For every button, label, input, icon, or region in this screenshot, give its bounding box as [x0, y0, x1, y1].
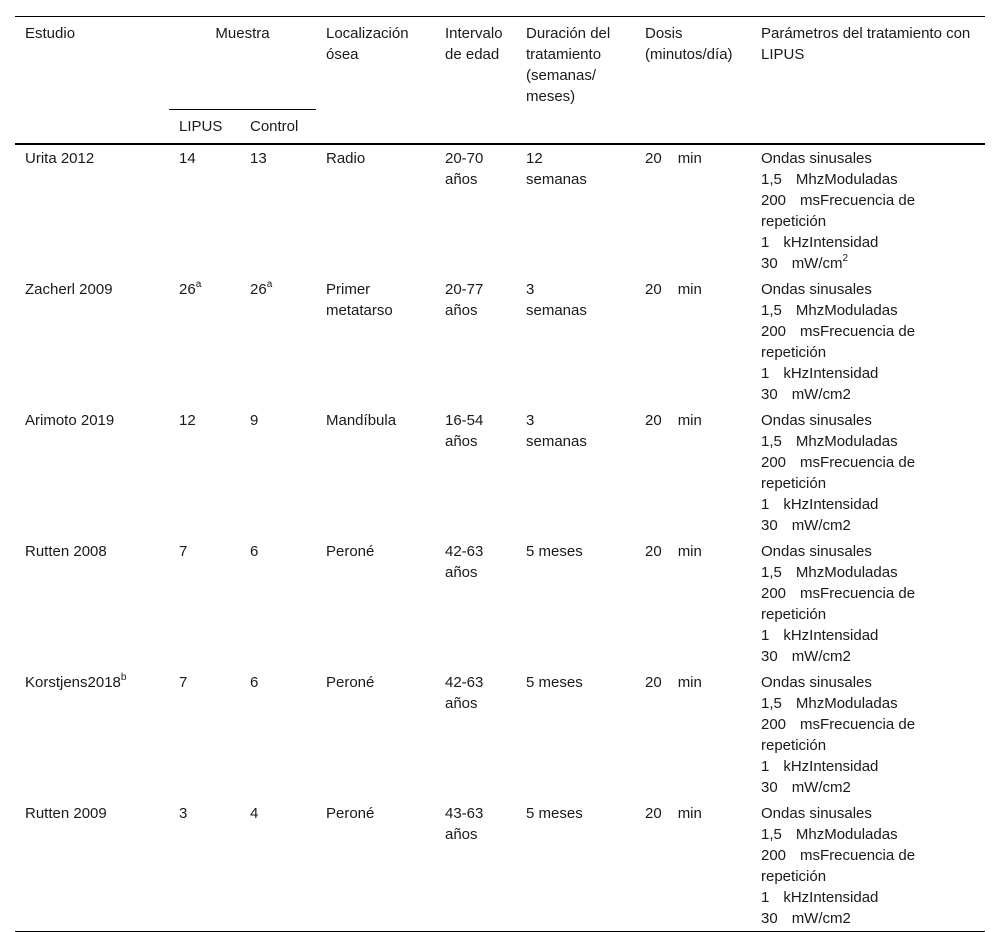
field-param5-txt: kHzIntensidad [783, 365, 879, 382]
field-param2-txt: MhzModuladas [795, 302, 898, 319]
field-param4: repetición [761, 737, 827, 754]
field-estudio: Arimoto 2019 [25, 412, 115, 429]
field-param3-num: 200 [761, 716, 787, 733]
field-edad-range: 42-63 [445, 674, 484, 691]
field-duracion-unit: semanas [526, 171, 587, 188]
cell-duracion [516, 669, 635, 800]
field-localizacion: Peroné [326, 674, 375, 691]
field-param4: repetición [761, 606, 827, 623]
field-dosis-unit: min [677, 412, 702, 429]
cell-control [240, 669, 316, 800]
cell-control [240, 407, 316, 538]
field-control: 4 [250, 805, 259, 822]
cell-lipus [169, 407, 240, 538]
field-param5-txt: kHzIntensidad [783, 234, 879, 251]
field-dosis-unit: min [677, 805, 702, 822]
cell-estudio [15, 144, 169, 276]
field-param2-txt: MhzModuladas [795, 695, 898, 712]
field-dosis-unit: min [677, 543, 702, 560]
field-estudio-sup: b [120, 672, 127, 683]
field-localizacion: Mandíbula [326, 412, 397, 429]
table-row [15, 669, 985, 800]
table-row [15, 800, 985, 932]
field-edad-range: 42-63 [445, 543, 484, 560]
field-param3-txt: msFrecuencia de [800, 847, 916, 864]
cell-estudio [15, 538, 169, 669]
field-param2-num: 1,5 [761, 302, 782, 319]
cell-control [240, 538, 316, 669]
field-param3-txt: msFrecuencia de [800, 192, 916, 209]
cell-lipus [169, 276, 240, 407]
field-edad-unit: años [445, 564, 478, 581]
field-param4: repetición [761, 868, 827, 885]
field-edad-unit: años [445, 695, 478, 712]
cell-localizacion [316, 276, 435, 407]
field-control: 6 [250, 674, 259, 691]
field-control-sup: a [266, 279, 273, 290]
field-control: 13 [250, 150, 267, 167]
field-control: 26 [250, 281, 267, 298]
field-param3-num: 200 [761, 192, 787, 209]
field-param1: Ondas sinusales [761, 805, 872, 822]
cell-localizacion [316, 669, 435, 800]
field-param1: Ondas sinusales [761, 674, 872, 691]
header-duracion: Duración del tratamiento (semanas/ meses) [526, 25, 611, 105]
field-param3-num: 200 [761, 585, 787, 602]
field-edad-unit: años [445, 433, 478, 450]
field-duracion-num: 3 [526, 281, 535, 298]
cell-edad [435, 144, 516, 276]
field-param4: repetición [761, 475, 827, 492]
field-param4: repetición [761, 344, 827, 361]
field-param6-txt: mW/cm2 [791, 386, 851, 403]
field-lipus: 26 [179, 281, 196, 298]
field-param5-num: 1 [761, 496, 770, 513]
cell-estudio [15, 800, 169, 932]
cell-control [240, 276, 316, 407]
cell-parametros [751, 800, 985, 932]
cell-dosis [635, 669, 751, 800]
field-param1: Ondas sinusales [761, 281, 872, 298]
field-duracion-num: 5 meses [526, 674, 583, 691]
field-param3-num: 200 [761, 454, 787, 471]
cell-edad [435, 276, 516, 407]
field-param5-txt: kHzIntensidad [783, 758, 879, 775]
field-param2-num: 1,5 [761, 695, 782, 712]
cell-edad [435, 407, 516, 538]
field-param6-num: 30 [761, 648, 778, 665]
field-param5-num: 1 [761, 889, 770, 906]
field-dosis-num: 20 [645, 412, 662, 429]
field-lipus: 14 [179, 150, 196, 167]
field-param2-txt: MhzModuladas [795, 564, 898, 581]
cell-dosis [635, 800, 751, 932]
cell-edad [435, 669, 516, 800]
field-duracion-num: 3 [526, 412, 535, 429]
field-control: 6 [250, 543, 259, 560]
table-row [15, 538, 985, 669]
field-param5-num: 1 [761, 234, 770, 251]
field-localizacion: Primer metatarso [326, 281, 393, 319]
header-parametros: Parámetros del tratamiento con LIPUS [761, 25, 971, 63]
cell-duracion [516, 800, 635, 932]
cell-localizacion [316, 144, 435, 276]
field-edad-unit: años [445, 826, 478, 843]
table-body [15, 144, 985, 932]
cell-localizacion [316, 800, 435, 932]
field-dosis-num: 20 [645, 674, 662, 691]
field-dosis-num: 20 [645, 281, 662, 298]
cell-parametros [751, 669, 985, 800]
cell-parametros [751, 407, 985, 538]
field-param3-txt: msFrecuencia de [800, 585, 916, 602]
field-edad-range: 20-77 [445, 281, 484, 298]
header-intervalo: Intervalo de edad [445, 25, 503, 63]
cell-parametros [751, 144, 985, 276]
cell-edad [435, 538, 516, 669]
header-dosis: Dosis (minutos/día) [645, 25, 733, 63]
field-dosis-num: 20 [645, 150, 662, 167]
field-param6-sup: 2 [842, 253, 849, 264]
field-param2-num: 1,5 [761, 171, 782, 188]
cell-estudio [15, 669, 169, 800]
field-param6-txt: mW/cm2 [791, 517, 851, 534]
field-duracion-num: 5 meses [526, 543, 583, 560]
field-param6-txt: mW/cm2 [791, 779, 851, 796]
field-param4: repetición [761, 213, 827, 230]
field-estudio: Rutten 2009 [25, 805, 107, 822]
field-lipus: 12 [179, 412, 196, 429]
field-param6-num: 30 [761, 386, 778, 403]
cell-localizacion [316, 538, 435, 669]
field-param2-txt: MhzModuladas [795, 171, 898, 188]
header-estudio: Estudio [25, 25, 76, 42]
field-param1: Ondas sinusales [761, 543, 872, 560]
cell-parametros [751, 276, 985, 407]
field-param6-num: 30 [761, 910, 778, 927]
cell-control [240, 800, 316, 932]
field-param2-txt: MhzModuladas [795, 826, 898, 843]
field-duracion-unit: semanas [526, 302, 587, 319]
field-param5-num: 1 [761, 627, 770, 644]
field-param2-num: 1,5 [761, 564, 782, 581]
field-param3-txt: msFrecuencia de [800, 716, 916, 733]
field-param6-num: 30 [761, 779, 778, 796]
field-edad-unit: años [445, 171, 478, 188]
field-param5-num: 1 [761, 365, 770, 382]
field-estudio: Zacherl 2009 [25, 281, 113, 298]
field-edad-range: 20-70 [445, 150, 484, 167]
cell-dosis [635, 276, 751, 407]
field-param5-num: 1 [761, 758, 770, 775]
cell-control [240, 144, 316, 276]
field-param2-num: 1,5 [761, 433, 782, 450]
field-param6-txt: mW/cm2 [791, 648, 851, 665]
field-duracion-unit: semanas [526, 433, 587, 450]
field-dosis-num: 20 [645, 543, 662, 560]
field-dosis-unit: min [677, 281, 702, 298]
cell-duracion [516, 276, 635, 407]
field-lipus: 7 [179, 543, 188, 560]
field-param3-num: 200 [761, 847, 787, 864]
cell-dosis [635, 144, 751, 276]
table-row [15, 276, 985, 407]
lipus-studies-table [15, 16, 985, 932]
cell-localizacion [316, 407, 435, 538]
field-control: 9 [250, 412, 259, 429]
cell-duracion [516, 407, 635, 538]
cell-duracion [516, 144, 635, 276]
field-estudio: Urita 2012 [25, 150, 95, 167]
field-localizacion: Peroné [326, 543, 375, 560]
cell-lipus [169, 800, 240, 932]
field-dosis-unit: min [677, 150, 702, 167]
cell-estudio [15, 407, 169, 538]
field-localizacion: Peroné [326, 805, 375, 822]
cell-edad [435, 800, 516, 932]
field-duracion-num: 5 meses [526, 805, 583, 822]
field-param1: Ondas sinusales [761, 412, 872, 429]
cell-lipus [169, 538, 240, 669]
field-lipus-sup: a [195, 279, 202, 290]
field-param1: Ondas sinusales [761, 150, 872, 167]
field-param6-txt: mW/cm2 [791, 910, 851, 927]
field-param5-txt: kHzIntensidad [783, 496, 879, 513]
field-param3-txt: msFrecuencia de [800, 454, 916, 471]
field-param3-txt: msFrecuencia de [800, 323, 916, 340]
field-param3-num: 200 [761, 323, 787, 340]
field-param2-num: 1,5 [761, 826, 782, 843]
field-estudio: Rutten 2008 [25, 543, 107, 560]
header-muestra: Muestra [169, 17, 316, 110]
field-param6-txt: mW/cm [791, 255, 843, 272]
field-dosis-unit: min [677, 674, 702, 691]
cell-dosis [635, 538, 751, 669]
field-localizacion: Radio [326, 150, 366, 167]
cell-lipus [169, 144, 240, 276]
field-edad-range: 16-54 [445, 412, 484, 429]
cell-parametros [751, 538, 985, 669]
field-lipus: 3 [179, 805, 188, 822]
field-param6-num: 30 [761, 255, 778, 272]
field-edad-unit: años [445, 302, 478, 319]
header-lipus: LIPUS [179, 118, 223, 135]
field-param5-txt: kHzIntensidad [783, 889, 879, 906]
cell-duracion [516, 538, 635, 669]
table-row [15, 407, 985, 538]
cell-lipus [169, 669, 240, 800]
field-lipus: 7 [179, 674, 188, 691]
cell-estudio [15, 276, 169, 407]
field-duracion-num: 12 [526, 150, 543, 167]
field-estudio: Korstjens2018 [25, 674, 121, 691]
cell-dosis [635, 407, 751, 538]
header-localizacion: Localización ósea [326, 25, 409, 63]
field-param2-txt: MhzModuladas [795, 433, 898, 450]
table-row [15, 144, 985, 276]
field-dosis-num: 20 [645, 805, 662, 822]
header-control: Control [250, 118, 299, 135]
field-param6-num: 30 [761, 517, 778, 534]
field-param5-txt: kHzIntensidad [783, 627, 879, 644]
field-edad-range: 43-63 [445, 805, 484, 822]
